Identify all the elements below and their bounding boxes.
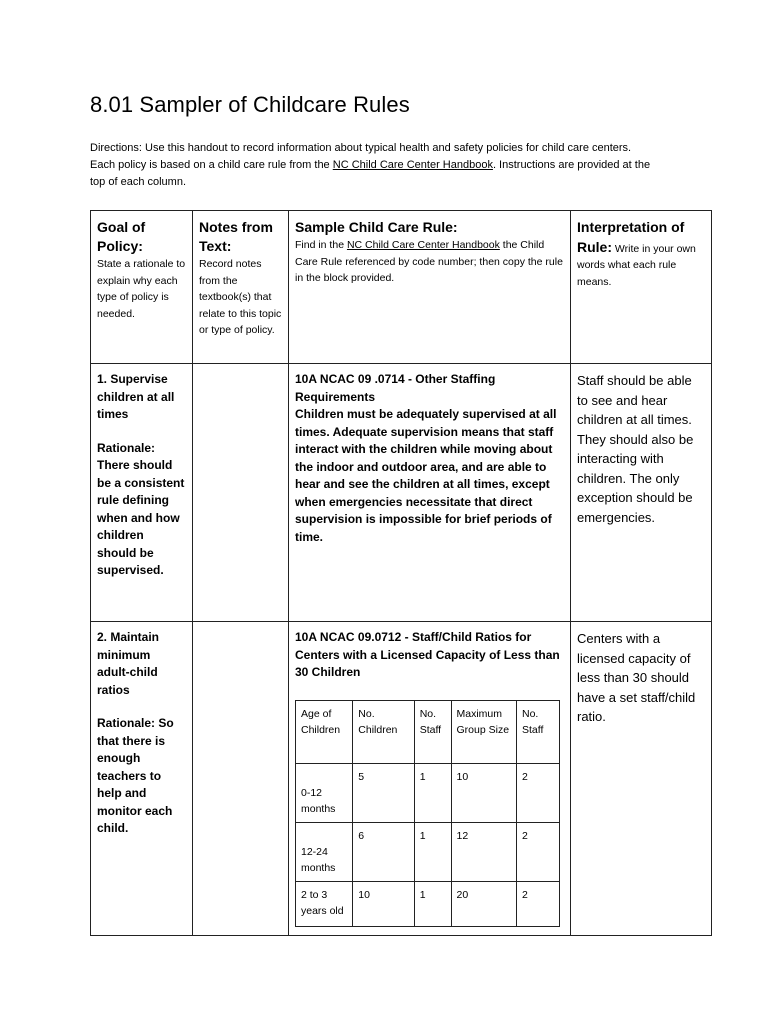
rule-code: 10A NCAC 09.0712 - Staff/Child Ratios for Centers with a Licensed Capacity of Less than 30 Children xyxy=(295,630,560,679)
rule-cell xyxy=(289,622,571,936)
interpretation-text: Staff should be able to see and hear children at all times. They should also be interacting with children. The only exception should be emergencies. xyxy=(577,373,694,525)
ratio-cell: 1 xyxy=(414,763,451,822)
ratio-header: Maximum Group Size xyxy=(451,700,516,763)
ratio-age: 2 to 3 years old xyxy=(296,881,353,926)
header-goal xyxy=(91,211,193,364)
rationale-text: Rationale: So that there is enough teachers to help and monitor each child. xyxy=(97,716,174,835)
ratio-age: 0-12 months xyxy=(296,763,353,822)
ratio-cell: 2 xyxy=(517,822,560,881)
directions-line-2 xyxy=(90,157,690,174)
ratio-row xyxy=(296,881,560,926)
header-interp-desc: Write in your own words what each rule means. xyxy=(577,242,696,288)
directions-text: Each policy is based on a child care rule from the xyxy=(90,159,333,171)
directions xyxy=(90,140,690,191)
rationale-text: Rationale: There should be a consistent rule defining when and how children should be supervised. xyxy=(97,440,185,577)
handbook-link[interactable]: NC Child Care Center Handbook xyxy=(332,159,493,171)
interpretation-text: Centers with a licensed capacity of less than 30 should have a set staff/child ratio. xyxy=(577,631,696,724)
header-interp-block xyxy=(577,218,705,290)
header-goal-desc: State a rationale to explain why each type of policy is needed. xyxy=(97,258,186,320)
ratio-cell: 6 xyxy=(353,822,414,881)
ratio-header-row xyxy=(296,700,560,763)
ratio-row xyxy=(296,822,560,881)
directions-text: . Instructions are provided at the xyxy=(492,159,651,171)
goal-cell xyxy=(91,622,193,936)
header-notes xyxy=(193,211,289,364)
goal-cell xyxy=(91,364,193,622)
rules-table xyxy=(90,210,712,936)
header-row xyxy=(91,211,712,364)
ratio-cell: 1 xyxy=(414,822,451,881)
rule-text: Children must be adequately supervised at all times. Adequate supervision means that staff interact with the children while moving about the indoor and outdoor area, and are able to hear and see the children at all times, except when emergencies necessitate that direct supervision is impossible for brief periods of time. xyxy=(295,407,557,544)
header-goal-title: Goal of Policy: xyxy=(97,219,146,254)
ratio-cell: 2 xyxy=(517,763,560,822)
header-rule-text: Find in the xyxy=(295,239,347,251)
table-row xyxy=(91,622,712,936)
ratio-header: No. Children xyxy=(353,700,414,763)
header-handbook-link[interactable]: NC Child Care Center Handbook xyxy=(346,239,500,251)
header-interp-title: Interpretation of Rule: xyxy=(577,219,685,255)
header-rule-title: Sample Child Care Rule: xyxy=(295,219,458,235)
header-notes-title: Notes from Text: xyxy=(199,219,273,254)
ratio-row xyxy=(296,763,560,822)
goal-text: 1. Supervise children at all times xyxy=(97,372,175,421)
header-interp xyxy=(571,211,712,364)
ratio-cell: 2 xyxy=(517,881,560,926)
ratio-header: Age of Children xyxy=(296,700,353,763)
ratio-age: 12-24 months xyxy=(296,822,353,881)
ratio-cell: 1 xyxy=(414,881,451,926)
notes-cell[interactable] xyxy=(193,622,289,936)
header-notes-desc: Record notes from the textbook(s) that relate to this topic or type of policy. xyxy=(199,258,282,336)
goal-text: 2. Maintain minimum adult-child ratios xyxy=(97,630,160,697)
notes-cell[interactable] xyxy=(193,364,289,622)
directions-line-1: Directions: Use this handout to record information about typical health and safety policies for child care centers. xyxy=(90,142,632,154)
ratio-header: No. Staff xyxy=(517,700,560,763)
table-row xyxy=(91,364,712,622)
ratio-cell: 12 xyxy=(451,822,516,881)
ratio-header: No. Staff xyxy=(414,700,451,763)
interp-cell xyxy=(571,622,712,936)
ratio-cell: 5 xyxy=(353,763,414,822)
ratio-cell: 20 xyxy=(451,881,516,926)
rule-cell xyxy=(289,364,571,622)
ratio-cell: 10 xyxy=(451,763,516,822)
header-rule xyxy=(289,211,571,364)
ratio-table xyxy=(295,700,560,927)
ratio-cell: 10 xyxy=(353,881,414,926)
page-title: 8.01 Sampler of Childcare Rules xyxy=(90,92,410,117)
header-rule-desc xyxy=(295,237,564,287)
rule-code: 10A NCAC 09 .0714 - Other Staffing Requirements xyxy=(295,372,496,404)
interp-cell xyxy=(571,364,712,622)
directions-line-3: top of each column. xyxy=(90,176,187,188)
header-rule-text: the Child Care Rule referenced by code number; then copy the rule in the block provided. xyxy=(295,239,563,284)
